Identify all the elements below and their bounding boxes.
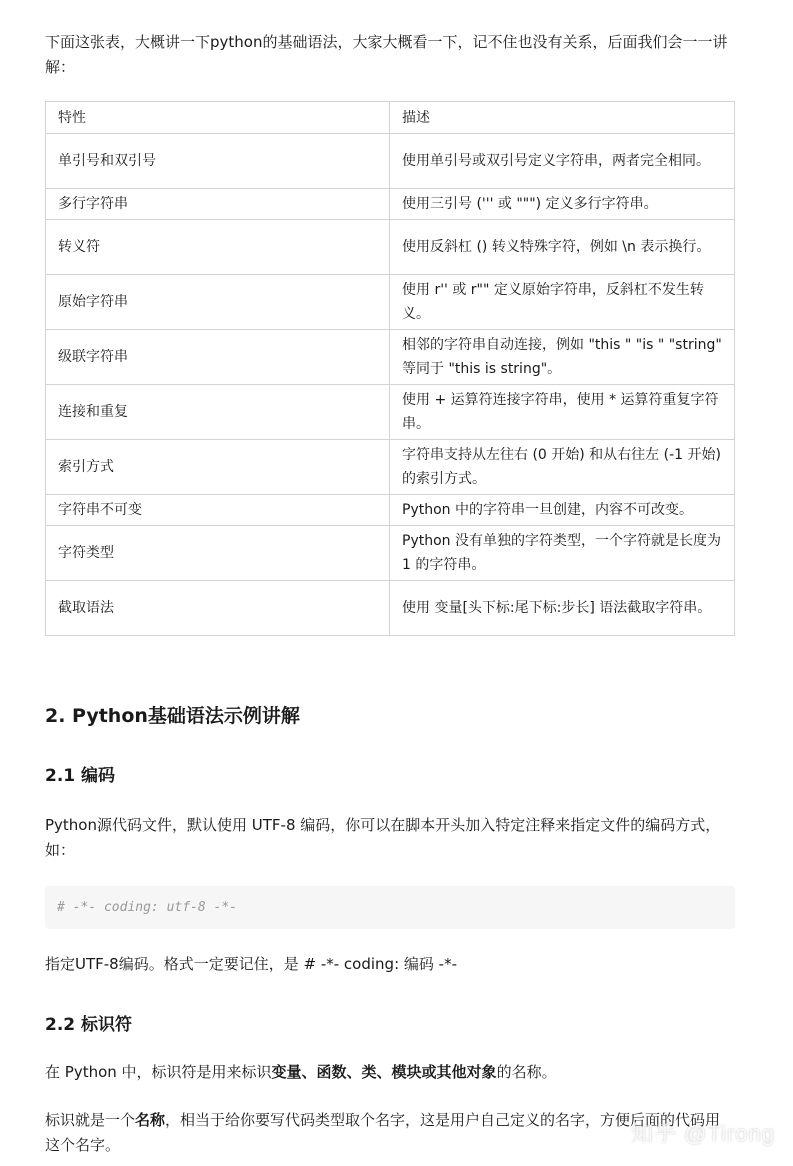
identifier-paragraph [45, 1060, 735, 1085]
encoding-paragraph: Python源代码文件，默认使用 UTF-8 编码，你可以在脚本开头加入特定注释来指定文件的编码方式，如： [45, 816, 721, 859]
table-row [46, 581, 735, 636]
table-cell-feature: 多行字符串 [46, 189, 390, 220]
code-comment: # -*- coding: utf-8 -*- [57, 900, 238, 915]
table-cell-feature: 转义符 [46, 220, 390, 275]
identifier-bold-text: 变量、函数、类、模块或其他对象 [271, 1063, 497, 1081]
section-heading-encoding: 2.1 编码 [45, 766, 116, 786]
section-heading-identifiers: 2.2 标识符 [45, 1015, 133, 1035]
identifier-text-prefix: 在 Python 中，标识符是用来标识 [45, 1063, 272, 1081]
table-cell-description: 使用单引号或双引号定义字符串，两者完全相同。 [390, 134, 735, 189]
table-cell-description: 使用 变量[头下标:尾下标:步长] 语法截取字符串。 [390, 581, 735, 636]
explanation-text-prefix: 标识就是一个 [45, 1111, 136, 1129]
section-heading-syntax-examples: 2. Python基础语法示例讲解 [45, 705, 300, 727]
table-cell-description: Python 中的字符串一旦创建，内容不可改变。 [390, 495, 735, 526]
table-header-feature: 特性 [46, 102, 390, 134]
table-cell-feature: 原始字符串 [46, 275, 390, 330]
intro-paragraph: 下面这张表，大概讲一下python的基础语法，大家大概看一下，记不住也没有关系，后面我们会一一讲解： [45, 33, 728, 76]
encoding-note: 指定UTF-8编码。格式一定要记住，是 # -*- coding: 编码 -*- [45, 955, 457, 973]
table-row [46, 440, 735, 495]
table-cell-feature: 单引号和双引号 [46, 134, 390, 189]
syntax-features-table [45, 101, 735, 636]
table-cell-feature: 级联字符串 [46, 330, 390, 385]
table-cell-description: 使用 + 运算符连接字符串，使用 * 运算符重复字符串。 [390, 385, 735, 440]
table-cell-description: 使用反斜杠 () 转义特殊字符，例如 \n 表示换行。 [390, 220, 735, 275]
table-cell-feature: 字符串不可变 [46, 495, 390, 526]
table-row [46, 189, 735, 220]
table-cell-feature: 连接和重复 [46, 385, 390, 440]
code-block [45, 886, 735, 929]
identifier-text-suffix: 的名称。 [496, 1063, 557, 1081]
explanation-bold-text: 名称 [135, 1111, 166, 1129]
zhihu-watermark: 知乎 @Tirong [631, 1121, 775, 1146]
table-cell-feature: 字符类型 [46, 526, 390, 581]
table-cell-feature: 索引方式 [46, 440, 390, 495]
explanation-text-suffix: ，相当于给你要写代码类型取个名字，这是用户自己定义的名字，方便后面的代码用这个名字。 [45, 1111, 721, 1154]
table-row [46, 134, 735, 189]
table-header-description: 描述 [390, 102, 735, 134]
table-row [46, 275, 735, 330]
table-cell-description: Python 没有单独的字符类型，一个字符就是长度为 1 的字符串。 [390, 526, 735, 581]
table-cell-feature: 截取语法 [46, 581, 390, 636]
table-row [46, 495, 735, 526]
table-cell-description: 使用三引号 (''' 或 """) 定义多行字符串。 [390, 189, 735, 220]
table-cell-description: 相邻的字符串自动连接，例如 "this " "is " "string" 等同于 "this is string"。 [390, 330, 735, 385]
table-cell-description: 使用 r'' 或 r"" 定义原始字符串，反斜杠不发生转义。 [390, 275, 735, 330]
table-row [46, 220, 735, 275]
table-row [46, 385, 735, 440]
table-header-row [46, 102, 735, 134]
table-row [46, 330, 735, 385]
table-row [46, 526, 735, 581]
table-cell-description: 字符串支持从左往右 (0 开始) 和从右往左 (-1 开始) 的索引方式。 [390, 440, 735, 495]
